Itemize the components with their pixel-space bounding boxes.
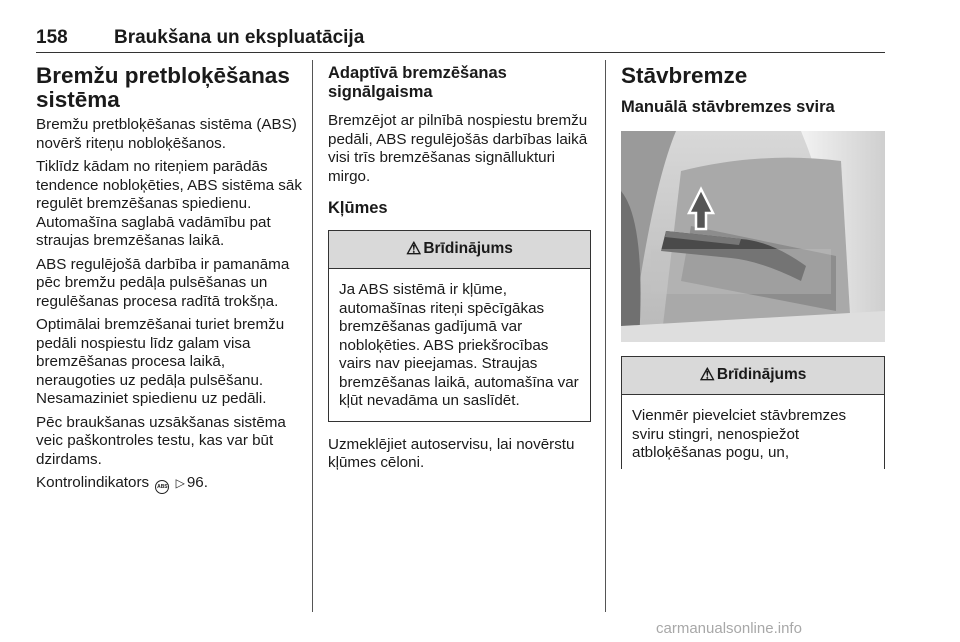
warning-text: Vienmēr pievelciet stāvbremzes sviru stingri, nenospiežot atbloķēšanas pogu, un,: [632, 407, 847, 461]
faults-heading: Kļūmes: [328, 199, 388, 217]
header-divider: [36, 52, 885, 53]
page-reference-arrow-icon: ▷: [175, 476, 185, 490]
page-reference[interactable]: 96.: [186, 474, 208, 491]
parking-brake-subheading: Manuālā stāvbremzes svira: [621, 98, 835, 116]
indicator-label: Kontrolindikators: [36, 474, 150, 491]
parking-brake-lever-photo: [621, 131, 885, 342]
warning-header: [329, 231, 590, 269]
column-divider-2: [605, 60, 606, 612]
abs-paragraph: Bremžu pretbloķēšanas sistēma (ABS) novērš riteņu nobloķēšanos.: [36, 116, 297, 152]
abs-heading: Bremžu pretbloķēšanas sistēma: [36, 63, 290, 112]
abs-paragraph: Tiklīdz kādam no riteņiem parādās tendence nobloķēties, ABS sistēma sāk regulēt bremzēšanas spiedienu. Automašīna saglabā vadāmību pat straujas bremzēšanas laikā.: [36, 158, 302, 249]
section-title: Braukšana un ekspluatācija: [114, 27, 365, 48]
abs-paragraph: Optimālai bremzēšanai turiet bremžu pedāli nospiestu līdz galam visa bremzēšanas procesa laikā, neraugoties uz pedāļa pulsēšanu. Nesamaziniet spiedienu uz pedāli.: [36, 316, 285, 407]
indicator-reference: [36, 474, 302, 494]
parking-brake-lever-illustration: [621, 131, 885, 342]
abs-paragraph: Pēc braukšanas uzsākšanas sistēma veic paškontroles testu, kas var būt dzirdams.: [36, 413, 286, 468]
adaptive-brake-light-paragraph: Bremzējot ar pilnībā nospiestu bremžu pedāli, ABS regulējošās darbības laikā visi trīs bremzēšanas signāllukturi mirgo.: [328, 112, 588, 185]
page-header: [36, 27, 884, 49]
watermark: carmanualsonline.info: [656, 620, 802, 637]
warning-text: Ja ABS sistēmā ir kļūme, automašīnas riteņi spēcīgākas bremzēšanas gadījumā var nobloķēties. ABS priekšrocības vairs nav pieejamas. Straujas bremzēšanas laikā, automašīna var kļūt nevadāma un saslīdēt.: [339, 281, 579, 409]
service-advice: Uzmeklējiet autoservisu, lai novērstu kļūmes cēloni.: [328, 435, 575, 471]
warning-label: Brīdinājums: [716, 366, 807, 384]
abs-paragraph: ABS regulējošā darbība ir pamanāma pēc bremžu pedāļa pulsēšanas un regulēšanas procesa radītā trokšņa.: [36, 255, 290, 310]
abs-warning-lamp-icon: ABS: [155, 480, 169, 494]
abs-column: [36, 64, 302, 499]
adaptive-brake-light-heading: Adaptīvā bremzēšanas signālgaisma: [328, 64, 507, 101]
warning-triangle-icon: ⚠: [406, 239, 422, 259]
column-divider-1: [312, 60, 313, 612]
warning-label: Brīdinājums: [423, 240, 513, 258]
brake-light-column: [328, 64, 591, 478]
warning-triangle-icon: ⚠: [699, 365, 715, 385]
warning-header: [622, 357, 884, 395]
abs-fault-warning-box: [328, 230, 591, 422]
page-number: 158: [36, 27, 68, 48]
parking-brake-heading: Stāvbremze: [621, 63, 748, 88]
parking-brake-column: [621, 64, 885, 469]
parking-brake-warning-box: [621, 356, 885, 469]
